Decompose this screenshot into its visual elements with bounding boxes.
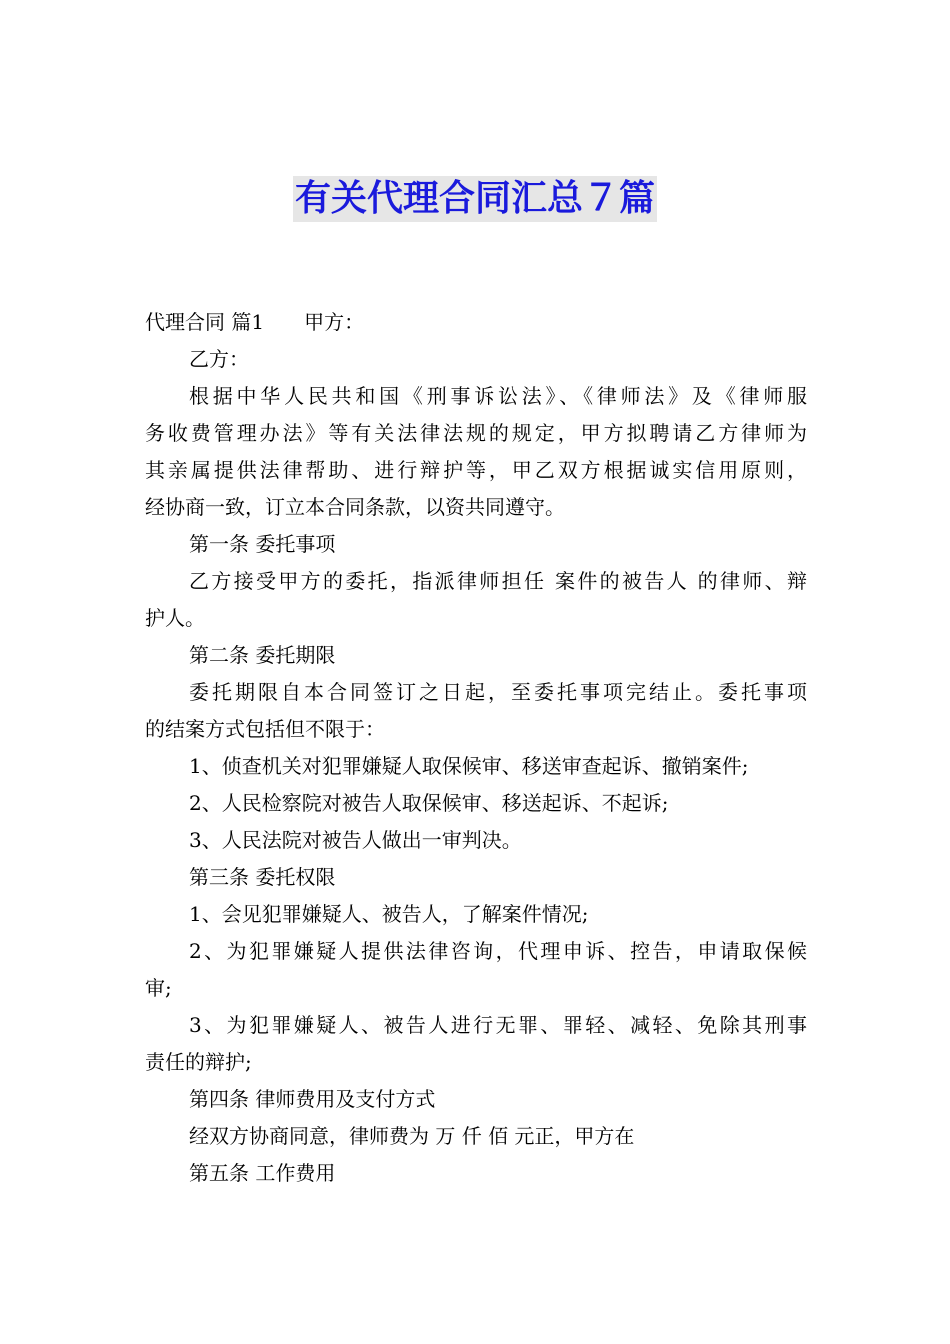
list-item-continuation: 责任的辩护;: [145, 1050, 252, 1074]
paragraph-line: 护人。: [145, 606, 205, 630]
paragraph-line: 其亲属提供法律帮助、进行辩护等，甲乙双方根据诚实信用原则，: [145, 458, 807, 482]
party-a-label: 甲方：: [304, 310, 365, 334]
list-item: 1、会见犯罪嫌疑人、被告人，了解案件情况;: [189, 902, 589, 926]
paragraph-line: 经双方协商同意，律师费为 万 仟 佰 元正，甲方在: [189, 1124, 635, 1148]
title-wrap: [0, 176, 950, 222]
list-item-continuation: 审;: [145, 976, 172, 1000]
list-item: 2、人民检察院对被告人取保候审、移送起诉、不起诉;: [189, 791, 669, 815]
section-heading: 代理合同 篇1: [145, 310, 265, 334]
document-body: [145, 304, 807, 1192]
list-item: 3、人民法院对被告人做出一审判决。: [189, 828, 522, 852]
list-item: 3、为犯罪嫌疑人、被告人进行无罪、罪轻、减轻、免除其刑事: [189, 1013, 807, 1037]
paragraph-line: 根据中华人民共和国《刑事诉讼法》、《律师法》及《律师服: [189, 384, 807, 408]
paragraph-line: 的结案方式包括但不限于：: [145, 717, 385, 741]
article-heading: 第二条 委托期限: [189, 643, 336, 667]
paragraph-line: 经协商一致，订立本合同条款，以资共同遵守。: [145, 495, 565, 519]
article-heading: 第五条 工作费用: [189, 1161, 336, 1185]
heading-line: [145, 304, 807, 341]
article-heading: 第一条 委托事项: [189, 532, 336, 556]
party-b-label: 乙方：: [189, 347, 249, 371]
list-item: 2、为犯罪嫌疑人提供法律咨询，代理申诉、控告，申请取保候: [189, 939, 807, 963]
list-item: 1、侦查机关对犯罪嫌疑人取保候审、移送审查起诉、撤销案件;: [189, 754, 749, 778]
paragraph-line: 委托期限自本合同签订之日起，至委托事项完结止。委托事项: [189, 680, 807, 704]
document-title: 有关代理合同汇总７篇: [293, 176, 657, 222]
paragraph-line: 乙方接受甲方的委托，指派律师担任 案件的被告人 的律师、辩: [189, 569, 807, 593]
paragraph-line: 务收费管理办法》等有关法律法规的规定，甲方拟聘请乙方律师为: [145, 421, 807, 445]
article-heading: 第三条 委托权限: [189, 865, 336, 889]
article-heading: 第四条 律师费用及支付方式: [189, 1087, 436, 1111]
